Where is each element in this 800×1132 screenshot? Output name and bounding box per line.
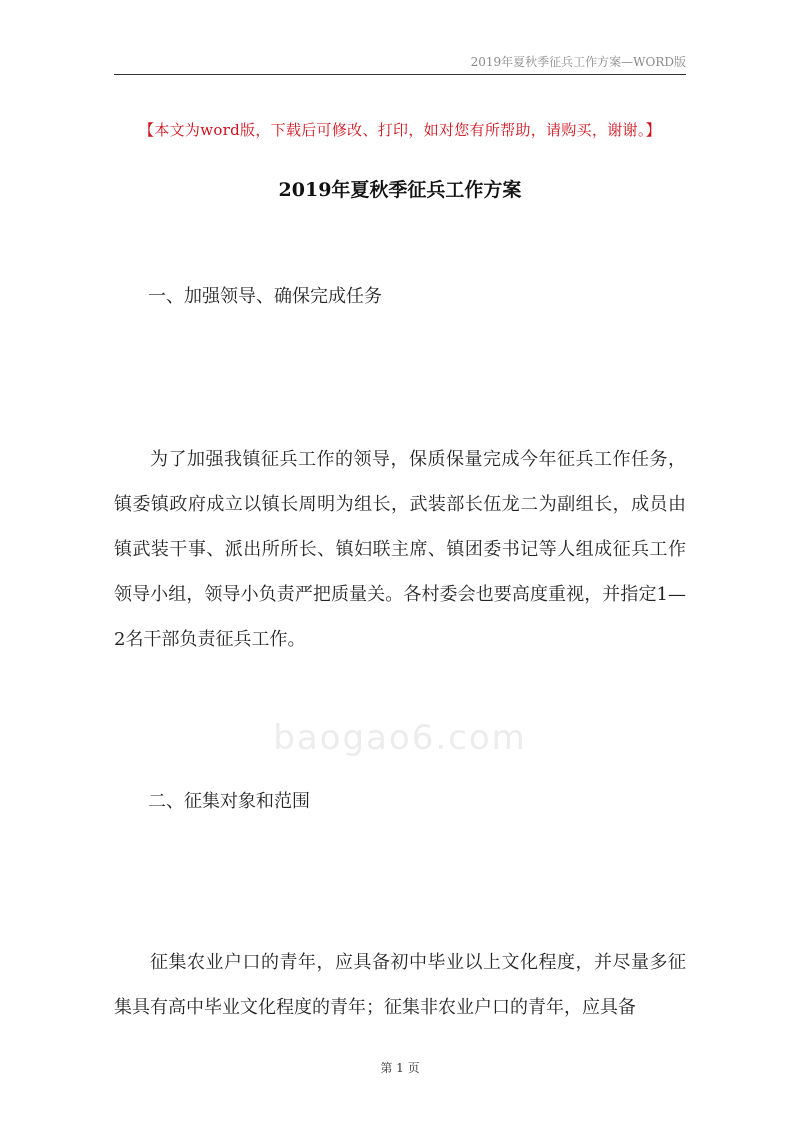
section-body-2: 征集农业户口的青年，应具备初中毕业以上文化程度，并尽量多征集具有高中毕业文化程度的青年；征集非农业户口的青年，应具备: [114, 952, 686, 1018]
section-heading-1: 一、加强领导、确保完成任务: [148, 286, 382, 307]
purchase-notice: 【本文为word版，下载后可修改、打印，如对您有所帮助，请购买，谢谢。】: [139, 121, 661, 139]
document-title: 2019年夏秋季征兵工作方案: [278, 179, 522, 201]
running-header: 2019年夏秋季征兵工作方案—WORD版: [470, 55, 686, 69]
section-heading-2: 二、征集对象和范围: [148, 791, 310, 812]
section-body-1: 为了加强我镇征兵工作的领导，保质保量完成今年征兵工作任务，镇委镇政府成立以镇长周明为组长，武装部长伍龙二为副组长，成员由镇武装干事、派出所所长、镇妇联主席、镇团委书记等人组成征兵工作领导小组，领导小负责严把质量关。各村委会也要高度重视，并指定1—2名干部负责征兵工作。: [114, 449, 686, 650]
watermark-text: baogao6.com: [273, 718, 527, 758]
page-number: 第 1 页: [380, 1061, 420, 1075]
watermark: [0, 718, 800, 758]
header-divider: [114, 74, 686, 75]
